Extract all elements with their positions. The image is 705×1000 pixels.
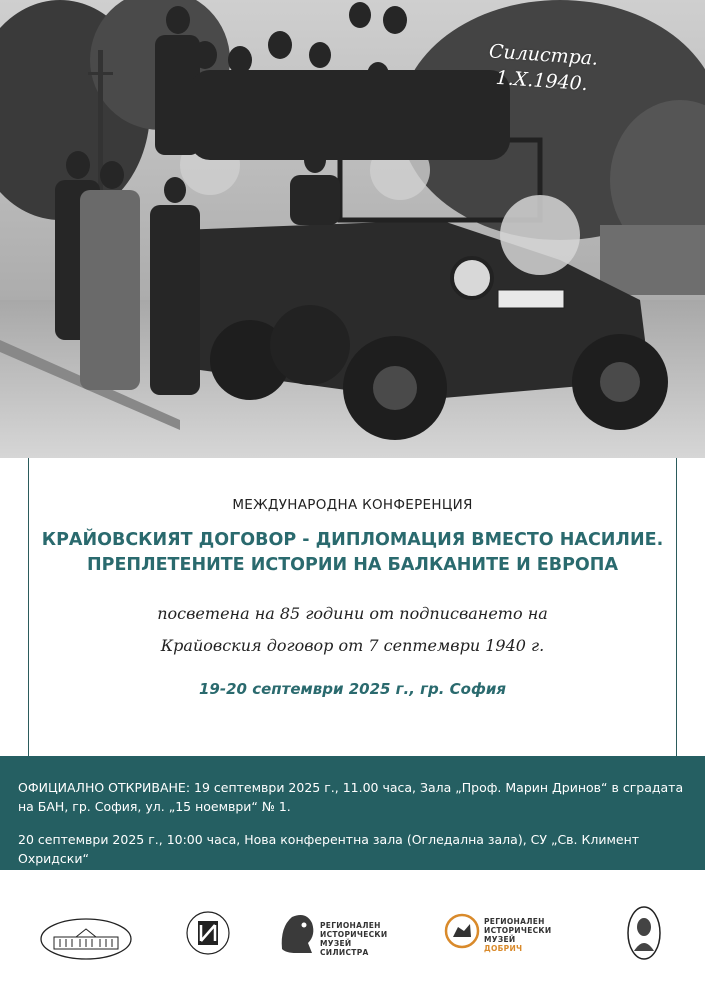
subtitle-line-2: Крайовския договор от 7 септември 1940 г. [160, 636, 545, 655]
conference-subtitle [0, 598, 705, 662]
photo-illustration [0, 0, 705, 458]
photo-handwritten-caption [486, 38, 599, 97]
partner-logos [0, 895, 705, 975]
dobrich-logo-line-2: ИСТОРИЧЕСКИ МУЗЕЙ [484, 926, 552, 944]
dobrich-logo-line-1: РЕГИОНАЛЕН [484, 917, 545, 926]
second-day-info: 20 септември 2025 г., 10:00 часа, Нова конферентна зала (Огледална зала), СУ „Св. Климент Охридски“ [18, 832, 640, 866]
dobrich-museum-logo [444, 913, 552, 953]
caption-date: 1.Х.1940. [495, 66, 589, 96]
title-line-1: КРАЙОВСКИЯТ ДОГОВОР - ДИПЛОМАЦИЯ ВМЕСТО НАСИЛИЕ. [41, 530, 664, 550]
subtitle-line-1: посветена на 85 години от подписването на [157, 604, 548, 623]
silistra-logo-line-3: МУЗЕЙ СИЛИСТРА [320, 939, 369, 957]
conference-title [0, 528, 705, 578]
opening-info-line-1: ОФИЦИАЛНО ОТКРИВАНЕ: 19 септември 2025 г., 11.00 часа, Зала „Проф. Марин Дринов“ в сградата [18, 780, 684, 795]
silistra-logo-line-2: ИСТОРИЧЕСКИ [320, 930, 388, 939]
title-line-2: ПРЕПЛЕТЕНИТЕ ИСТОРИИ НА БАЛКАНИТЕ И ЕВРОПА [87, 555, 618, 575]
historical-photo [0, 0, 705, 458]
opening-info [18, 778, 690, 816]
silistra-museum-logo [278, 909, 388, 957]
ban-building-logo [40, 917, 132, 961]
dobrich-logo-line-3: ДОБРИЧ [484, 944, 523, 953]
opening-info-line-2: на БАН, гр. София, ул. „15 ноември“ № 1. [18, 799, 291, 814]
institute-history-logo [185, 905, 231, 961]
schedule-band [0, 756, 705, 870]
conference-type: МЕЖДУНАРОДНА КОНФЕРЕНЦИЯ [232, 497, 473, 513]
sofia-university-logo [626, 905, 662, 961]
caption-place: Силистра. [488, 40, 599, 70]
conference-dates: 19-20 септември 2025 г., гр. София [199, 680, 506, 698]
silistra-logo-line-1: РЕГИОНАЛЕН [320, 921, 381, 930]
